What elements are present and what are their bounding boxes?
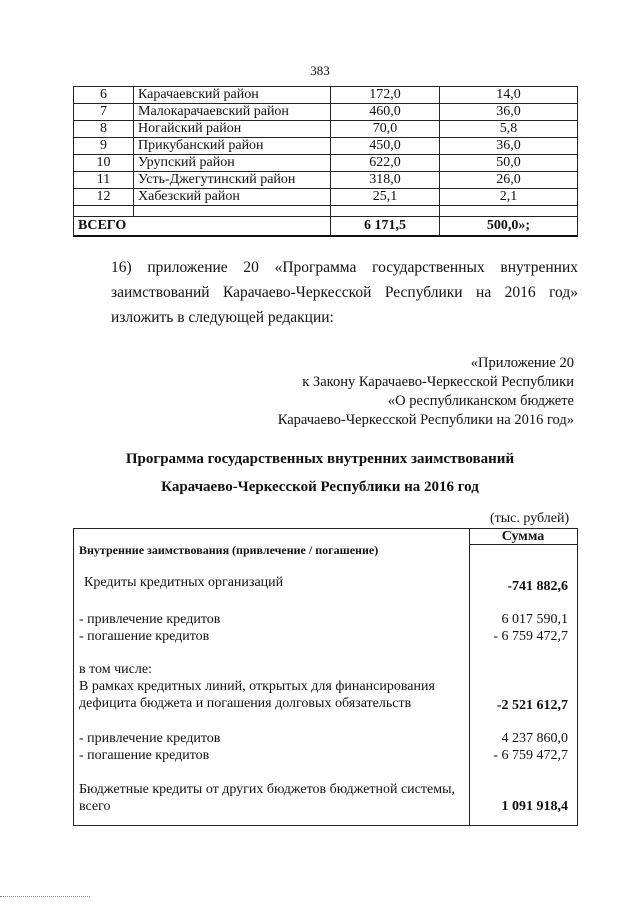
table-row <box>74 121 578 138</box>
table-row <box>74 172 578 189</box>
district-number: 10 <box>74 155 134 172</box>
district-value-2: 50,0 <box>440 155 578 172</box>
district-value-1: 460,0 <box>331 104 440 121</box>
district-value-1: 172,0 <box>331 87 440 104</box>
table-row <box>74 104 578 121</box>
district-value-2: 36,0 <box>440 104 578 121</box>
table-row <box>74 206 578 217</box>
scan-edge-line <box>0 896 90 897</box>
district-number: 9 <box>74 138 134 155</box>
unit-label: (тыс. рублей) <box>490 511 570 526</box>
sum-column-header: Сумма <box>501 529 545 544</box>
program-title: Программа государственных внутренних заимствований Карачаево-Черкесской Республики на 2016 год <box>125 451 515 495</box>
district-name: Ногайский район <box>134 121 331 138</box>
district-name: Прикубанский район <box>134 138 331 155</box>
total-row <box>74 217 578 237</box>
district-name: Малокарачаевский район <box>134 104 331 121</box>
district-value-1: 70,0 <box>331 121 440 138</box>
table-row <box>74 138 578 155</box>
table-row <box>74 155 578 172</box>
district-name: Урупский район <box>134 155 331 172</box>
total-label: ВСЕГО <box>74 217 134 237</box>
table-row <box>74 189 578 206</box>
district-name: Усть-Джегутинский район <box>134 172 331 189</box>
district-value-2: 26,0 <box>440 172 578 189</box>
district-value-1: 450,0 <box>331 138 440 155</box>
page-number: 383 <box>310 63 330 78</box>
district-value-1: 622,0 <box>331 155 440 172</box>
district-number: 11 <box>74 172 134 189</box>
district-number: 12 <box>74 189 134 206</box>
district-number: 7 <box>74 104 134 121</box>
district-value-2: 2,1 <box>440 189 578 206</box>
district-number: 8 <box>74 121 134 138</box>
district-value-2: 14,0 <box>440 87 578 104</box>
appendix-reference: «Приложение 20 к Закону Карачаево-Черкесской Республики «О республиканском бюджете Карачаево-Черкесской Республики на 2016 год» <box>277 355 574 428</box>
total-value-2: 500,0»; <box>440 217 578 237</box>
total-value-1: 6 171,5 <box>331 217 440 237</box>
table-row <box>74 87 578 104</box>
district-value-1: 318,0 <box>331 172 440 189</box>
district-value-2: 5,8 <box>440 121 578 138</box>
district-name: Карачаевский район <box>134 87 331 104</box>
amendment-paragraph: 16) приложение 20 «Программа государственных внутренних заимствований Карачаево-Черкесской Республики на 2016 год» изложить в следующей редакции: <box>111 259 578 326</box>
district-value-1: 25,1 <box>331 189 440 206</box>
district-value-2: 36,0 <box>440 138 578 155</box>
district-name: Хабезский район <box>134 189 331 206</box>
program-table: Сумма Внутренние заимствования (привлечение / погашение) Кредиты кредитных организаций -741 882,6 - привлечение кредитов 6 017 590,1 - погашение кредитов - 6 759 472,7 в том числе: В рамках кредитных линий, открытых для финансирования дефицита бюджета и погашения долговых обязательств -2 521 612,7 - привлечение кредитов 4 237 860,0 - погашение кредитов - 6 759 472,7 Бюджетные кредиты от других бюджетов бюджетной системы, всего 1 091 918,4 <box>73 528 578 826</box>
district-number: 6 <box>74 87 134 104</box>
districts-table <box>73 86 578 237</box>
